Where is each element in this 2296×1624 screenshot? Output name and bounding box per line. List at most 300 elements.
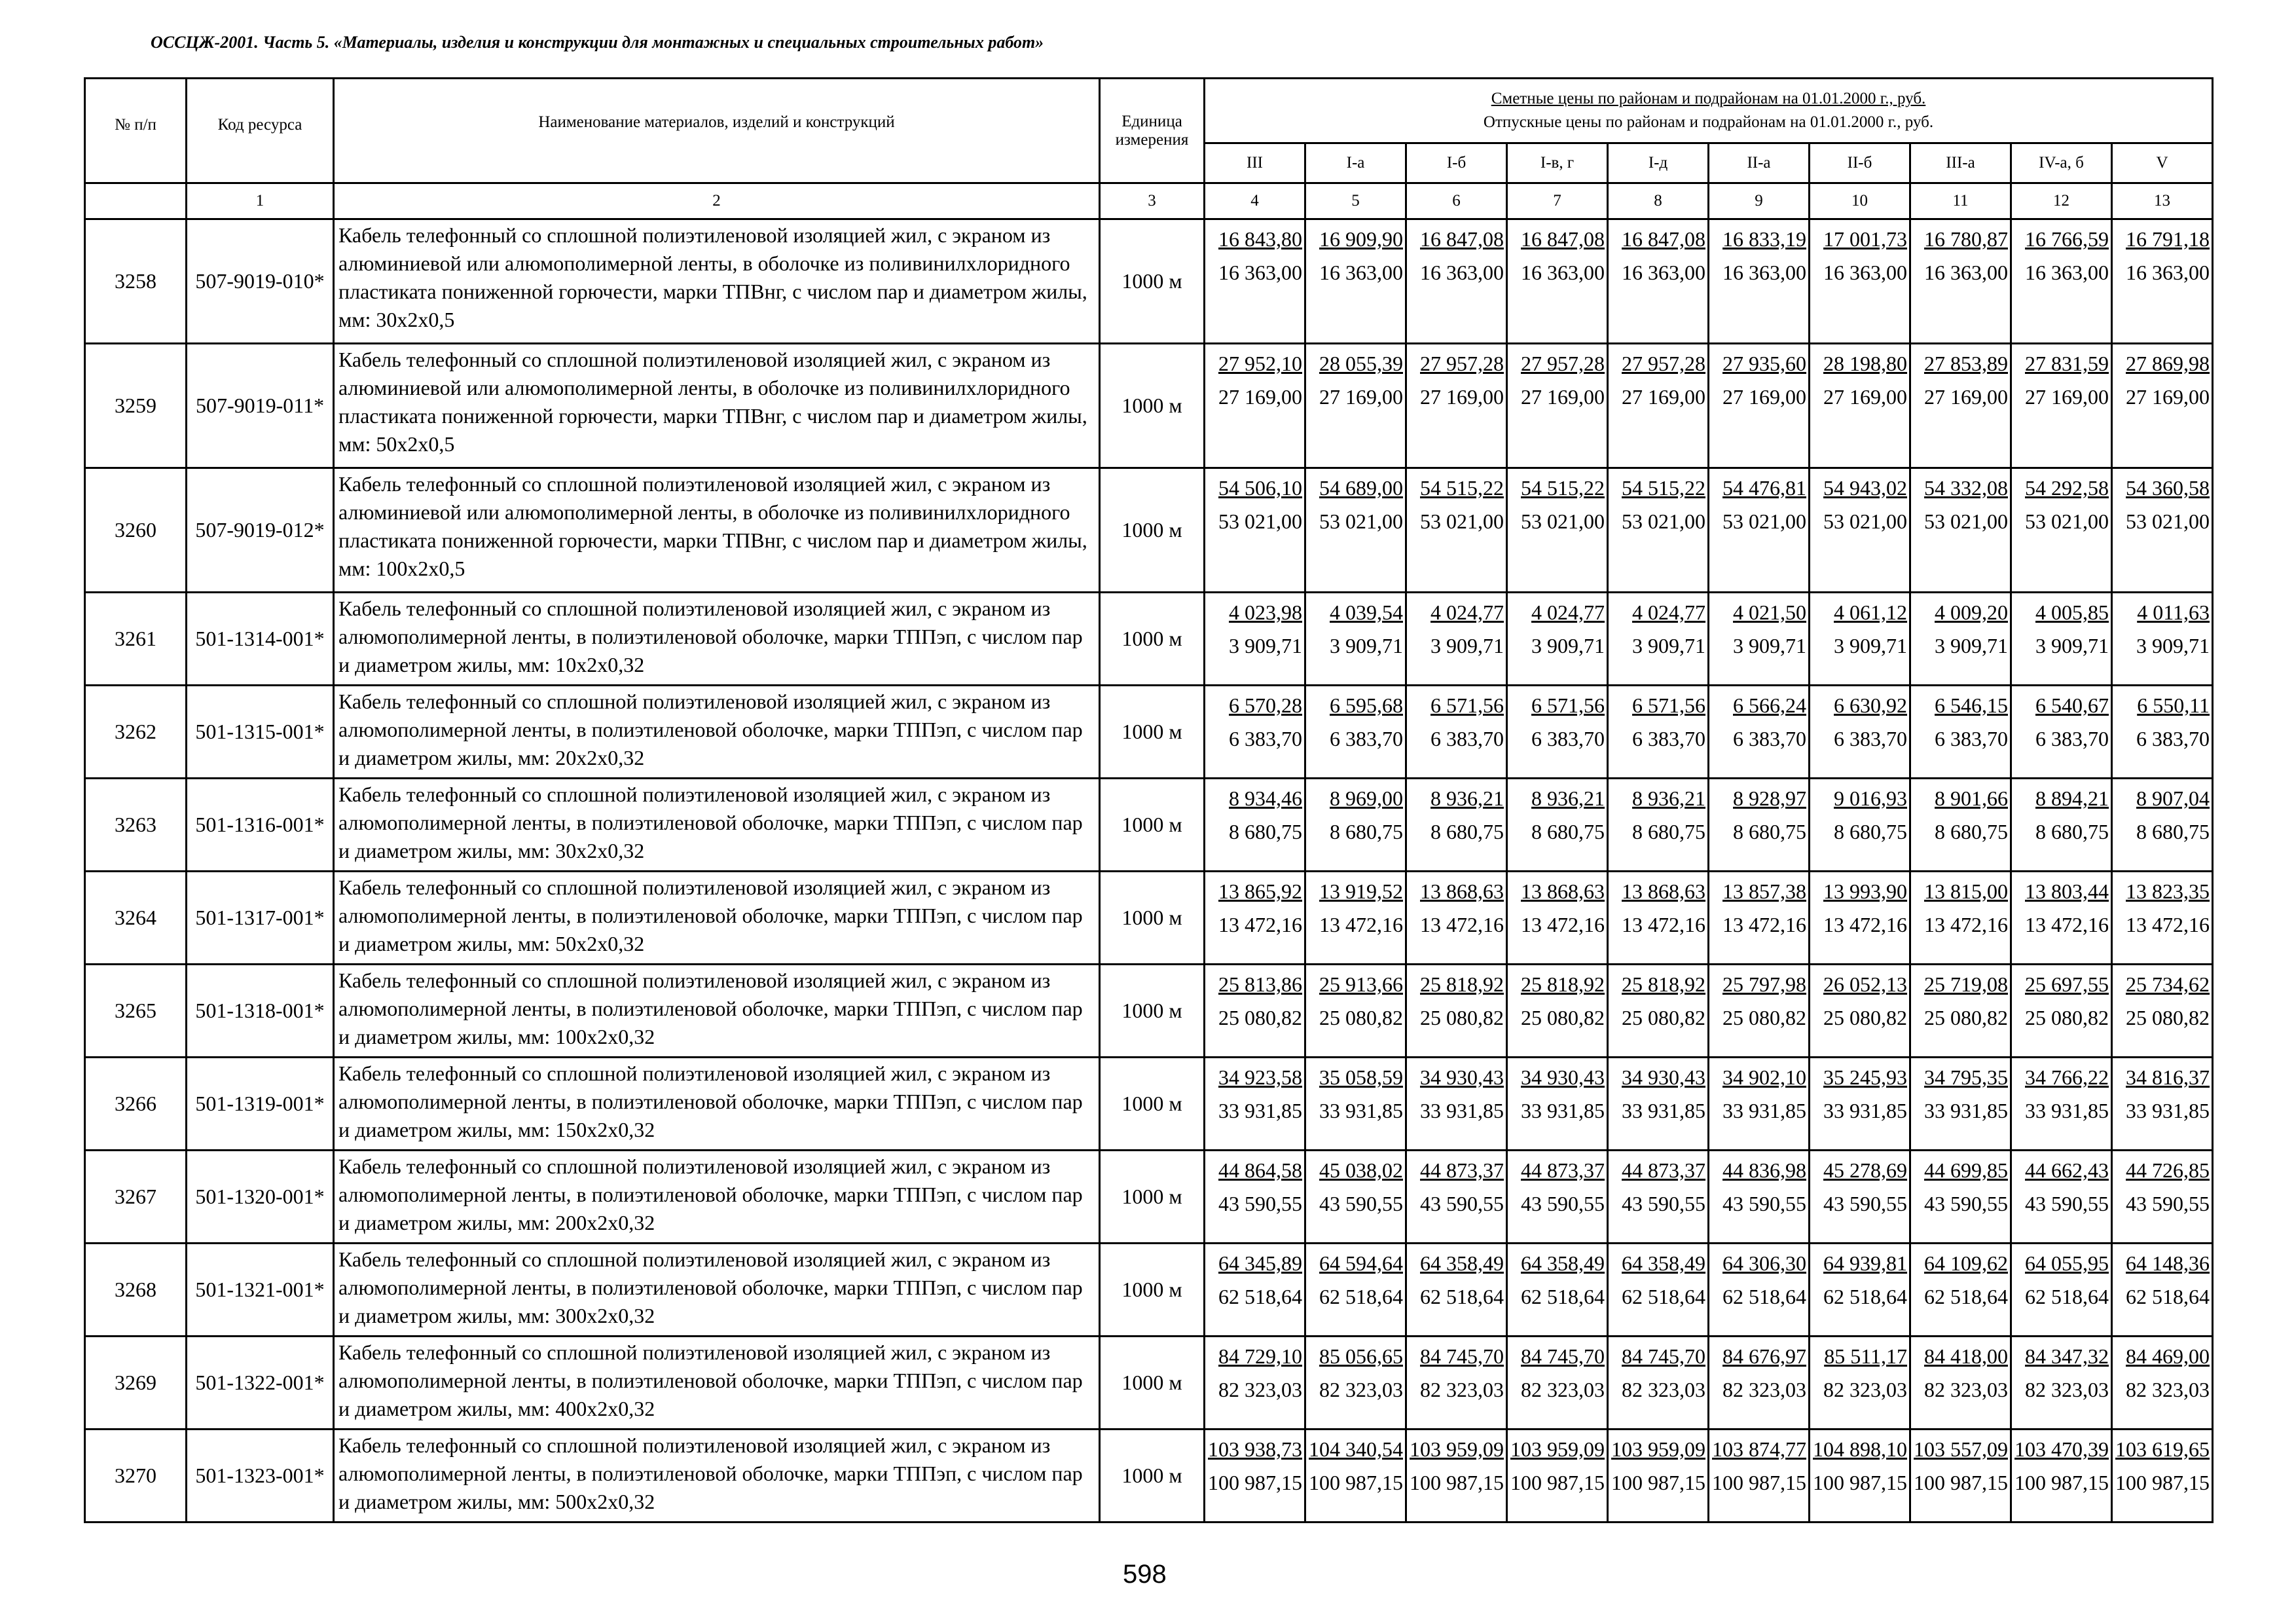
release-price: 13 472,16 — [1622, 913, 1705, 936]
estimated-price: 27 952,10 — [1218, 352, 1302, 375]
resource-code: 501-1315-001* — [187, 686, 334, 779]
price-cell — [2011, 344, 2112, 468]
material-name: Кабель телефонный со сплошной полиэтиленовой изоляцией жил, с экраном из алюмополимерной ленты, в полиэтиленовой оболочке, марки ТППэп, с числом пар и диаметром жилы, мм: 30х2х0,32 — [334, 779, 1100, 872]
release-price: 82 323,03 — [1924, 1378, 2008, 1401]
release-price: 13 472,16 — [1823, 913, 1907, 936]
price-cell — [1406, 344, 1507, 468]
release-price: 16 363,00 — [1218, 261, 1302, 284]
estimated-price: 54 689,00 — [1319, 476, 1403, 500]
price-cell — [1810, 686, 1910, 779]
price-cell — [1406, 468, 1507, 593]
price-cell — [1608, 344, 1709, 468]
estimated-price: 6 595,68 — [1330, 693, 1403, 717]
header-region: I-в, г — [1507, 143, 1608, 183]
price-cell — [1910, 1151, 2011, 1244]
release-price: 13 472,16 — [1722, 913, 1806, 936]
estimated-price: 104 340,54 — [1309, 1437, 1403, 1461]
price-cell — [1608, 593, 1709, 686]
price-cell — [1810, 593, 1910, 686]
estimated-price: 35 058,59 — [1319, 1065, 1403, 1089]
release-price: 100 987,15 — [1712, 1471, 1806, 1494]
estimated-price: 6 546,15 — [1935, 693, 2008, 717]
price-cell — [1507, 1151, 1608, 1244]
table-row — [85, 593, 2213, 686]
page-number: 598 — [1123, 1560, 1167, 1589]
estimated-price: 6 566,24 — [1733, 693, 1806, 717]
estimated-price: 4 024,77 — [1430, 600, 1504, 624]
price-cell — [1709, 1244, 1810, 1337]
price-cell — [1810, 468, 1910, 593]
release-price: 100 987,15 — [1813, 1471, 1907, 1494]
header-prices — [1205, 79, 2213, 143]
column-number: 7 — [1507, 183, 1608, 219]
estimated-price: 27 957,28 — [1420, 352, 1504, 375]
release-price: 6 383,70 — [1229, 727, 1302, 750]
release-price: 16 363,00 — [1319, 261, 1403, 284]
price-cell — [1910, 1337, 2011, 1430]
table-row — [85, 779, 2213, 872]
estimated-price: 25 813,86 — [1218, 972, 1302, 996]
colnum-empty — [85, 183, 187, 219]
release-price: 8 680,75 — [2136, 820, 2210, 843]
estimated-price: 104 898,10 — [1813, 1437, 1907, 1461]
estimated-price: 103 874,77 — [1712, 1437, 1806, 1461]
estimated-price: 27 957,28 — [1521, 352, 1605, 375]
price-cell — [2112, 344, 2213, 468]
price-cell — [2112, 1337, 2213, 1430]
price-cell — [1709, 593, 1810, 686]
estimated-price: 16 833,19 — [1722, 227, 1806, 251]
resource-code: 501-1317-001* — [187, 872, 334, 965]
column-number: 2 — [334, 183, 1100, 219]
estimated-price: 25 818,92 — [1420, 972, 1504, 996]
estimated-price: 84 745,70 — [1420, 1344, 1504, 1368]
price-cell — [1608, 1337, 1709, 1430]
estimated-price: 54 506,10 — [1218, 476, 1302, 500]
release-price: 62 518,64 — [1622, 1285, 1705, 1308]
release-price: 6 383,70 — [1632, 727, 1705, 750]
unit-of-measure: 1000 м — [1100, 1430, 1205, 1522]
price-cell — [2011, 1337, 2112, 1430]
release-price: 27 169,00 — [1722, 385, 1806, 409]
price-cell — [1910, 344, 2011, 468]
estimated-price: 34 923,58 — [1218, 1065, 1302, 1089]
header-region: II-б — [1810, 143, 1910, 183]
estimated-price: 35 245,93 — [1823, 1065, 1907, 1089]
estimated-price: 4 009,20 — [1935, 600, 2008, 624]
price-cell — [1305, 1058, 1406, 1151]
price-cell — [2011, 779, 2112, 872]
price-cell — [1507, 779, 1608, 872]
release-price: 13 472,16 — [1420, 913, 1504, 936]
price-cell — [2011, 1244, 2112, 1337]
price-cell — [1709, 219, 1810, 344]
price-cell — [1810, 779, 1910, 872]
price-cell — [1305, 1430, 1406, 1522]
price-cell — [1406, 1337, 1507, 1430]
release-price: 16 363,00 — [2025, 261, 2109, 284]
release-price: 16 363,00 — [1420, 261, 1504, 284]
estimated-price: 13 868,63 — [1622, 879, 1705, 903]
estimated-price: 103 959,09 — [1410, 1437, 1504, 1461]
estimated-price: 27 831,59 — [2025, 352, 2109, 375]
price-cell — [1406, 965, 1507, 1058]
price-cell — [1507, 468, 1608, 593]
estimated-price: 44 864,58 — [1218, 1158, 1302, 1182]
price-cell — [1608, 468, 1709, 593]
estimated-price: 9 016,93 — [1834, 786, 1907, 810]
unit-of-measure: 1000 м — [1100, 686, 1205, 779]
estimated-price: 54 360,58 — [2126, 476, 2210, 500]
estimated-price: 44 873,37 — [1420, 1158, 1504, 1182]
estimated-price: 16 780,87 — [1924, 227, 2008, 251]
price-cell — [1507, 1430, 1608, 1522]
price-cell — [1305, 219, 1406, 344]
price-cell — [2011, 872, 2112, 965]
estimated-price: 44 699,85 — [1924, 1158, 2008, 1182]
price-cell — [1406, 686, 1507, 779]
estimated-price: 13 993,90 — [1823, 879, 1907, 903]
estimated-price: 25 797,98 — [1722, 972, 1806, 996]
release-price: 13 472,16 — [1924, 913, 2008, 936]
price-cell — [2011, 1058, 2112, 1151]
estimated-price: 6 570,28 — [1229, 693, 1302, 717]
estimated-price: 16 909,90 — [1319, 227, 1403, 251]
release-price: 100 987,15 — [1611, 1471, 1705, 1494]
release-price: 25 080,82 — [1924, 1006, 2008, 1029]
estimated-price: 44 873,37 — [1521, 1158, 1605, 1182]
estimated-price: 26 052,13 — [1823, 972, 1907, 996]
header-region: V — [2112, 143, 2213, 183]
estimated-price: 27 935,60 — [1722, 352, 1806, 375]
estimated-price: 54 476,81 — [1722, 476, 1806, 500]
estimated-price: 103 470,39 — [2014, 1437, 2109, 1461]
unit-of-measure: 1000 м — [1100, 219, 1205, 344]
release-price: 16 363,00 — [1722, 261, 1806, 284]
material-name: Кабель телефонный со сплошной полиэтиленовой изоляцией жил, с экраном из алюмополимерной ленты, в полиэтиленовой оболочке, марки ТППэп, с числом пар и диаметром жилы, мм: 200х2х0,32 — [334, 1151, 1100, 1244]
price-cell — [1205, 686, 1305, 779]
price-cell — [1910, 779, 2011, 872]
estimated-price: 17 001,73 — [1823, 227, 1907, 251]
resource-code: 501-1316-001* — [187, 779, 334, 872]
release-price: 82 323,03 — [1622, 1378, 1705, 1401]
estimated-price: 16 766,59 — [2025, 227, 2109, 251]
estimated-price: 13 823,35 — [2126, 879, 2210, 903]
column-number: 12 — [2011, 183, 2112, 219]
estimated-price: 8 969,00 — [1330, 786, 1403, 810]
release-price: 33 931,85 — [2126, 1099, 2210, 1122]
price-cell — [1406, 593, 1507, 686]
estimated-price: 13 803,44 — [2025, 879, 2109, 903]
price-cell — [1810, 1244, 1910, 1337]
resource-code: 501-1318-001* — [187, 965, 334, 1058]
estimated-price: 103 619,65 — [2115, 1437, 2210, 1461]
estimated-price: 8 934,46 — [1229, 786, 1302, 810]
release-price: 3 909,71 — [2035, 634, 2109, 657]
estimated-price: 64 345,89 — [1218, 1251, 1302, 1275]
price-cell — [1910, 219, 2011, 344]
release-price: 53 021,00 — [1218, 509, 1302, 533]
release-price: 53 021,00 — [1420, 509, 1504, 533]
release-price: 53 021,00 — [1622, 509, 1705, 533]
release-price: 3 909,71 — [1229, 634, 1302, 657]
release-price: 53 021,00 — [2126, 509, 2210, 533]
column-number: 6 — [1406, 183, 1507, 219]
release-price: 33 931,85 — [1521, 1099, 1605, 1122]
price-cell — [1507, 1058, 1608, 1151]
table-row — [85, 1151, 2213, 1244]
estimated-price: 64 358,49 — [1521, 1251, 1605, 1275]
release-price: 62 518,64 — [1823, 1285, 1907, 1308]
estimated-price: 84 418,00 — [1924, 1344, 2008, 1368]
release-price: 6 383,70 — [2136, 727, 2210, 750]
price-cell — [1507, 344, 1608, 468]
price-cell — [1608, 965, 1709, 1058]
document-header: ОССЦЖ-2001. Часть 5. «Материалы, изделия и конструкции для монтажных и специальных строительных работ» — [151, 33, 1044, 52]
table-row — [85, 1244, 2213, 1337]
estimated-price: 13 868,63 — [1521, 879, 1605, 903]
price-cell — [1305, 468, 1406, 593]
table-row — [85, 965, 2213, 1058]
estimated-price: 64 939,81 — [1823, 1251, 1907, 1275]
price-cell — [1910, 1058, 2011, 1151]
resource-code: 507-9019-011* — [187, 344, 334, 468]
estimated-price: 16 847,08 — [1521, 227, 1605, 251]
price-cell — [1810, 1430, 1910, 1522]
estimated-price: 13 868,63 — [1420, 879, 1504, 903]
release-price: 13 472,16 — [2126, 913, 2210, 936]
release-price: 62 518,64 — [1521, 1285, 1605, 1308]
price-cell — [1709, 872, 1810, 965]
estimated-price: 64 358,49 — [1622, 1251, 1705, 1275]
price-cell — [1910, 1244, 2011, 1337]
release-price: 82 323,03 — [1823, 1378, 1907, 1401]
price-cell — [2011, 1430, 2112, 1522]
price-cell — [1305, 779, 1406, 872]
price-cell — [1810, 872, 1910, 965]
estimated-price: 4 005,85 — [2035, 600, 2109, 624]
estimated-price: 6 630,92 — [1834, 693, 1907, 717]
price-cell — [1810, 1151, 1910, 1244]
estimated-price: 13 815,00 — [1924, 879, 2008, 903]
estimated-price: 64 055,95 — [2025, 1251, 2109, 1275]
estimated-price: 64 358,49 — [1420, 1251, 1504, 1275]
column-number: 11 — [1910, 183, 2011, 219]
price-cell — [2112, 1430, 2213, 1522]
estimated-price: 6 540,67 — [2035, 693, 2109, 717]
release-price: 82 323,03 — [1420, 1378, 1504, 1401]
price-cell — [1507, 872, 1608, 965]
unit-of-measure: 1000 м — [1100, 593, 1205, 686]
release-price: 43 590,55 — [2126, 1192, 2210, 1215]
estimated-price: 16 843,80 — [1218, 227, 1302, 251]
price-cell — [1205, 1058, 1305, 1151]
price-cell — [2011, 219, 2112, 344]
release-price: 82 323,03 — [2126, 1378, 2210, 1401]
row-number: 3265 — [85, 965, 187, 1058]
release-price: 8 680,75 — [1935, 820, 2008, 843]
estimated-price: 4 024,77 — [1632, 600, 1705, 624]
unit-of-measure: 1000 м — [1100, 965, 1205, 1058]
release-price: 62 518,64 — [1218, 1285, 1302, 1308]
estimated-price: 25 818,92 — [1521, 972, 1605, 996]
release-price: 25 080,82 — [1622, 1006, 1705, 1029]
release-price: 6 383,70 — [1430, 727, 1504, 750]
estimated-price: 84 676,97 — [1722, 1344, 1806, 1368]
price-cell — [1608, 779, 1709, 872]
release-price: 25 080,82 — [1319, 1006, 1403, 1029]
row-number: 3267 — [85, 1151, 187, 1244]
release-price: 62 518,64 — [1319, 1285, 1403, 1308]
price-cell — [1205, 219, 1305, 344]
unit-of-measure: 1000 м — [1100, 779, 1205, 872]
material-name: Кабель телефонный со сплошной полиэтиленовой изоляцией жил, с экраном из алюмополимерной ленты, в полиэтиленовой оболочке, марки ТППэп, с числом пар и диаметром жилы, мм: 100х2х0,32 — [334, 965, 1100, 1058]
price-cell — [2011, 1151, 2112, 1244]
release-price: 6 383,70 — [1733, 727, 1806, 750]
release-price: 33 931,85 — [1420, 1099, 1504, 1122]
header-name: Наименование материалов, изделий и конструкций — [334, 79, 1100, 183]
estimated-price: 8 936,21 — [1632, 786, 1705, 810]
estimated-price: 13 865,92 — [1218, 879, 1302, 903]
estimated-price: 4 011,63 — [2137, 600, 2210, 624]
release-price: 43 590,55 — [1319, 1192, 1403, 1215]
unit-of-measure: 1000 м — [1100, 1151, 1205, 1244]
release-price: 100 987,15 — [2115, 1471, 2210, 1494]
release-price: 43 590,55 — [1722, 1192, 1806, 1215]
release-price: 3 909,71 — [1632, 634, 1705, 657]
price-cell — [1205, 468, 1305, 593]
estimated-price: 34 795,35 — [1924, 1065, 2008, 1089]
estimated-price: 4 061,12 — [1834, 600, 1907, 624]
price-cell — [1507, 686, 1608, 779]
header-region: I-д — [1608, 143, 1709, 183]
release-price: 3 909,71 — [1935, 634, 2008, 657]
price-cell — [1507, 593, 1608, 686]
release-price: 8 680,75 — [1632, 820, 1705, 843]
release-price: 16 363,00 — [1622, 261, 1705, 284]
table-row — [85, 1430, 2213, 1522]
header-region: II-а — [1709, 143, 1810, 183]
price-cell — [2112, 686, 2213, 779]
price-cell — [1608, 1151, 1709, 1244]
material-name: Кабель телефонный со сплошной полиэтиленовой изоляцией жил, с экраном из алюмополимерной ленты, в полиэтиленовой оболочке, марки ТППэп, с числом пар и диаметром жилы, мм: 20х2х0,32 — [334, 686, 1100, 779]
release-price: 43 590,55 — [1218, 1192, 1302, 1215]
release-price: 100 987,15 — [1410, 1471, 1504, 1494]
release-price: 25 080,82 — [2126, 1006, 2210, 1029]
estimated-price: 6 571,56 — [1531, 693, 1605, 717]
price-cell — [1709, 1337, 1810, 1430]
header-region: IV-а, б — [2011, 143, 2112, 183]
release-price: 8 680,75 — [1531, 820, 1605, 843]
price-cell — [1205, 1151, 1305, 1244]
release-price: 33 931,85 — [1924, 1099, 2008, 1122]
column-number: 5 — [1305, 183, 1406, 219]
price-cell — [1406, 1058, 1507, 1151]
release-price: 53 021,00 — [1823, 509, 1907, 533]
estimated-price: 25 719,08 — [1924, 972, 2008, 996]
release-price: 43 590,55 — [1420, 1192, 1504, 1215]
price-cell — [1205, 872, 1305, 965]
release-price: 33 931,85 — [1622, 1099, 1705, 1122]
release-price: 25 080,82 — [1218, 1006, 1302, 1029]
release-price: 6 383,70 — [1935, 727, 2008, 750]
resource-code: 501-1320-001* — [187, 1151, 334, 1244]
material-name: Кабель телефонный со сплошной полиэтиленовой изоляцией жил, с экраном из алюмополимерной ленты, в полиэтиленовой оболочке, марки ТППэп, с числом пар и диаметром жилы, мм: 300х2х0,32 — [334, 1244, 1100, 1337]
estimated-price: 54 332,08 — [1924, 476, 2008, 500]
row-number: 3266 — [85, 1058, 187, 1151]
price-cell — [1305, 686, 1406, 779]
release-price: 43 590,55 — [1622, 1192, 1705, 1215]
price-cell — [1709, 344, 1810, 468]
release-price: 43 590,55 — [1924, 1192, 2008, 1215]
material-name: Кабель телефонный со сплошной полиэтиленовой изоляцией жил, с экраном из алюмополимерной ленты, в полиэтиленовой оболочке, марки ТППэп, с числом пар и диаметром жилы, мм: 10х2х0,32 — [334, 593, 1100, 686]
estimated-price: 44 726,85 — [2126, 1158, 2210, 1182]
resource-code: 501-1314-001* — [187, 593, 334, 686]
estimated-price: 28 055,39 — [1319, 352, 1403, 375]
column-number: 1 — [187, 183, 334, 219]
resource-code: 501-1321-001* — [187, 1244, 334, 1337]
price-cell — [1205, 1337, 1305, 1430]
price-cell — [1406, 872, 1507, 965]
estimated-price: 54 292,58 — [2025, 476, 2109, 500]
price-cell — [1305, 965, 1406, 1058]
price-cell — [1305, 344, 1406, 468]
estimated-price: 8 907,04 — [2136, 786, 2210, 810]
estimated-price: 8 928,97 — [1733, 786, 1806, 810]
estimated-price: 44 836,98 — [1722, 1158, 1806, 1182]
column-number: 10 — [1810, 183, 1910, 219]
release-price: 62 518,64 — [1722, 1285, 1806, 1308]
release-price: 3 909,71 — [2136, 634, 2210, 657]
estimated-price: 84 729,10 — [1218, 1344, 1302, 1368]
material-name: Кабель телефонный со сплошной полиэтиленовой изоляцией жил, с экраном из алюмополимерной ленты, в полиэтиленовой оболочке, марки ТППэп, с числом пар и диаметром жилы, мм: 400х2х0,32 — [334, 1337, 1100, 1430]
price-cell — [1608, 1058, 1709, 1151]
estimated-price: 13 857,38 — [1722, 879, 1806, 903]
price-cell — [1305, 1151, 1406, 1244]
estimated-price: 34 766,22 — [2025, 1065, 2109, 1089]
release-price: 100 987,15 — [1914, 1471, 2008, 1494]
material-name: Кабель телефонный со сплошной полиэтиленовой изоляцией жил, с экраном из алюмополимерной ленты, в полиэтиленовой оболочке, марки ТППэп, с числом пар и диаметром жилы, мм: 150х2х0,32 — [334, 1058, 1100, 1151]
price-cell — [1910, 872, 2011, 965]
price-cell — [1608, 872, 1709, 965]
price-cell — [1205, 1244, 1305, 1337]
release-price: 16 363,00 — [2126, 261, 2210, 284]
price-cell — [2011, 468, 2112, 593]
release-price: 6 383,70 — [1531, 727, 1605, 750]
estimated-price: 4 024,77 — [1531, 600, 1605, 624]
table-row — [85, 219, 2213, 344]
estimated-price: 103 938,73 — [1208, 1437, 1302, 1461]
estimated-price: 54 515,22 — [1420, 476, 1504, 500]
price-cell — [1709, 1058, 1810, 1151]
release-price: 27 169,00 — [1420, 385, 1504, 409]
header-num: № п/п — [85, 79, 187, 183]
estimated-price: 16 847,08 — [1420, 227, 1504, 251]
price-cell — [1406, 1244, 1507, 1337]
release-price: 8 680,75 — [1733, 820, 1806, 843]
release-price: 13 472,16 — [1218, 913, 1302, 936]
release-price: 27 169,00 — [1622, 385, 1705, 409]
release-price: 27 169,00 — [2126, 385, 2210, 409]
table-row — [85, 1058, 2213, 1151]
header-region: III-а — [1910, 143, 2011, 183]
estimated-price: 64 594,64 — [1319, 1251, 1403, 1275]
price-cell — [1810, 219, 1910, 344]
release-price: 82 323,03 — [1319, 1378, 1403, 1401]
release-price: 16 363,00 — [1924, 261, 2008, 284]
release-price: 8 680,75 — [1330, 820, 1403, 843]
unit-of-measure: 1000 м — [1100, 1058, 1205, 1151]
